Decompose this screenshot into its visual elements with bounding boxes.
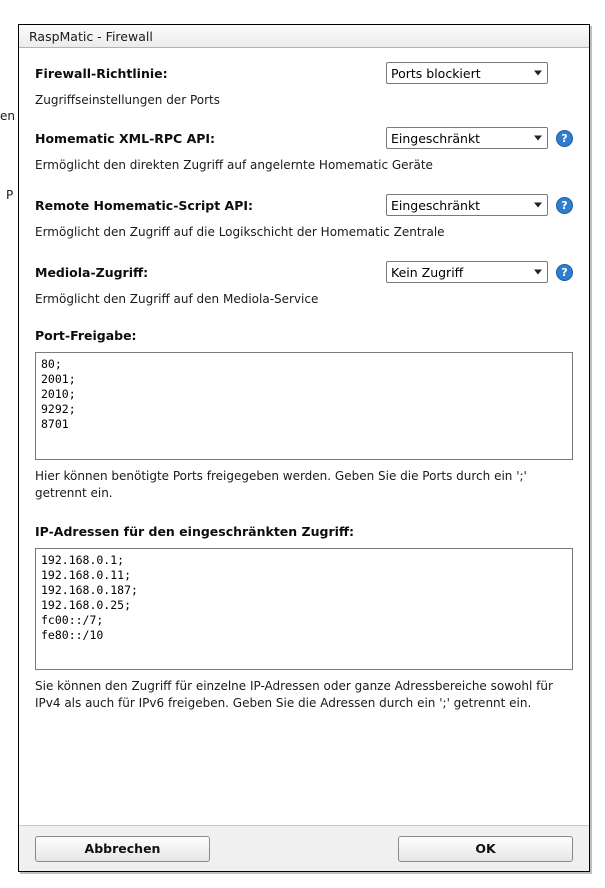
firewall-policy-select[interactable] — [386, 62, 548, 84]
firewall-policy-select-wrap — [386, 62, 548, 84]
xmlrpc-api-select-wrap — [386, 127, 548, 149]
mediola-label: Mediola-Zugriff: — [35, 264, 149, 280]
xmlrpc-api-description: Ermöglicht den direkten Zugriff auf angelernte Homematic Geräte — [35, 158, 433, 172]
firewall-policy-control — [386, 62, 573, 84]
mediola-control — [386, 261, 573, 283]
firewall-dialog — [18, 24, 590, 872]
ip-addresses-hint: Sie können den Zugriff für einzelne IP-Adressen oder ganze Adressbereiche sowohl für IPv4 als auch für IPv6 freigeben. Geben Sie die Adressen durch ein ';' getrennt ein. — [35, 679, 553, 710]
cancel-button[interactable]: Abbrechen — [35, 836, 210, 862]
background-text-fragment-1: en — [0, 109, 15, 123]
dialog-footer — [19, 825, 589, 871]
row-firewall-policy — [35, 62, 573, 84]
firewall-policy-label: Firewall-Richtlinie: — [35, 65, 168, 81]
dialog-titlebar — [19, 25, 589, 48]
help-icon[interactable]: ? — [556, 197, 573, 214]
xmlrpc-api-select[interactable] — [386, 127, 548, 149]
firewall-policy-description: Zugriffseinstellungen der Ports — [35, 93, 220, 107]
help-icon-placeholder — [556, 65, 573, 82]
xmlrpc-api-label: Homematic XML-RPC API: — [35, 130, 216, 146]
mediola-description: Ermöglicht den Zugriff auf den Mediola-Service — [35, 292, 319, 306]
ports-label: Port-Freigabe: — [35, 328, 137, 343]
mediola-select[interactable] — [386, 261, 548, 283]
ports-textarea[interactable] — [35, 352, 573, 460]
script-api-label: Remote Homematic-Script API: — [35, 197, 254, 213]
help-icon[interactable]: ? — [556, 130, 573, 147]
help-icon[interactable]: ? — [556, 264, 573, 281]
script-api-control — [386, 194, 573, 216]
ip-addresses-label: IP-Adressen für den eingeschränkten Zugriff: — [35, 524, 355, 539]
field-group-firewall-policy — [35, 62, 573, 107]
script-api-select[interactable] — [386, 194, 548, 216]
field-group-ports — [35, 328, 573, 502]
ports-hint: Hier können benötigte Ports freigegeben werden. Geben Sie die Ports durch ein ';' getrennt ein. — [35, 469, 527, 500]
field-group-script-api — [35, 194, 573, 239]
field-group-xmlrpc-api — [35, 127, 573, 172]
dialog-title: RaspMatic - Firewall — [29, 28, 153, 44]
ok-button[interactable]: OK — [398, 836, 573, 862]
ip-addresses-textarea[interactable] — [35, 548, 573, 670]
mediola-select-wrap — [386, 261, 548, 283]
script-api-select-wrap — [386, 194, 548, 216]
background-text-fragment-2: P — [6, 188, 14, 202]
field-group-ip-addresses — [35, 524, 573, 712]
script-api-description: Ermöglicht den Zugriff auf die Logikschicht der Homematic Zentrale — [35, 225, 445, 239]
dialog-body — [19, 48, 589, 825]
row-script-api — [35, 194, 573, 216]
field-group-mediola — [35, 261, 573, 306]
row-xmlrpc-api — [35, 127, 573, 149]
row-mediola — [35, 261, 573, 283]
xmlrpc-api-control — [386, 127, 573, 149]
